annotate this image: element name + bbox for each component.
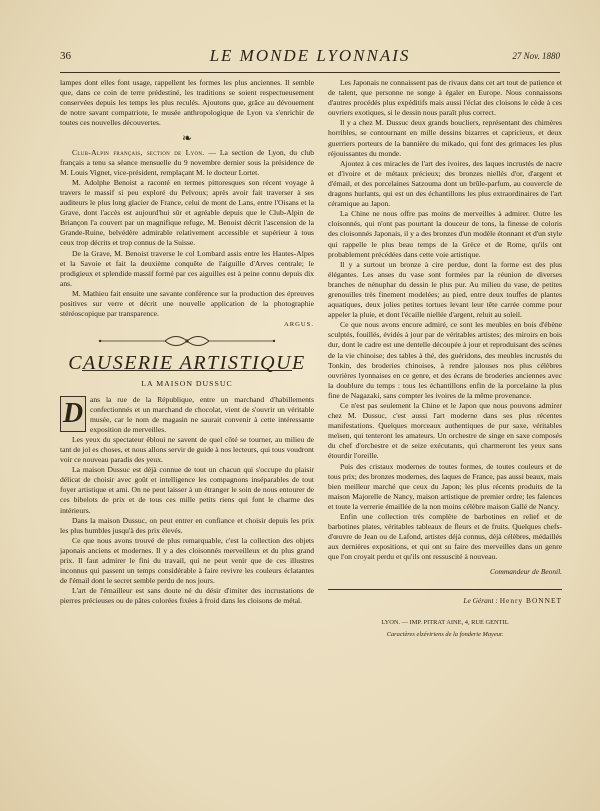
fleuron-ornament: ❧ bbox=[181, 131, 193, 146]
gerant-rule bbox=[328, 589, 562, 590]
right-paragraph-4: La Chine ne nous offre pas moins de merveilles à admirer. Outre les cloisonnés, qui n'ont pas pourtant la douceur de tons, la finesse de coloris des cloisonnés Japonais, il y a des bronzes d'un modèle étonnant et d'un style qui rappelle le plus beau temps de la Grèce et de Rome, qu'ils ont probablement précédées dans cette voie artistique. bbox=[328, 209, 562, 259]
club-paragraph-3: De la Grave, M. Benoist traverse le col Lombard assis entre les Hautes-Alpes et la Savoie et fait la deuxième conquête de l'aiguille d'Arves centrale; le prodigieux et splendide massif formé par ces aiguilles est à peine connu depuis dix ans. bbox=[60, 248, 314, 288]
printer-imprint bbox=[328, 618, 562, 640]
right-paragraph-1: Les Japonais ne connaissent pas de rivaux dans cet art tout de patience et de talent, que personne ne songe à égaler en Europe. Nous connaissons d'autres procédés plus expéditifs mais aussi l'éclat des cloisons le cède à ces ouvriers exotiques, si le dessin nous paraît plus correct. bbox=[328, 78, 562, 118]
club-paragraph-1-text: — La section de Lyon, du club français a tenu sa séance mensuelle du 9 novembre dernier sous la présidence de M. Louis Vignet, vice-président, remplaçant M. le docteur Lortet. bbox=[60, 147, 315, 177]
right-paragraph-7: Ce n'est pas seulement la Chine et le Japon que nous pouvons admirer chez M. Dussuc, c'est aussi l'art moderne dans ses plus récentes manifestations. Quelques morceaux authentiques de pur saxe, véritables meïsen, qui tenteront les amateurs. Un orchestre de singe en saxe composés du chef d'orchestre et de seize exécutants, qui charmeront les yeux sans étourdir l'oreille. bbox=[328, 401, 562, 461]
decorative-divider bbox=[60, 334, 314, 348]
right-paragraph-5: Il y a surtout un bronze à cire perdue, dont la forme est des plus élégantes. Les anses du vase sont formées par la réunion de diverses branches de nénuphar du dessin le plus pur. Au milieu du vase, de petites grenouilles très finement modelées; au pied, entre deux touffes de plantes aquatiques, deux jolies petites tortues levant leur tête carrée comme pour appeler la pluie, et dont l'écaille niellée d'argent, reluit au soleil. bbox=[328, 259, 562, 320]
left-column bbox=[60, 78, 314, 607]
right-paragraph-8: Puis des cristaux modernes de toutes formes, de toutes couleurs et de tous prix; des bronzes modernes, des laques de France, pas aussi beaux, mais bien meilleur marché que ceux du Japon; les plus récents produits de la maison Majorelle de Nancy, maison artistique de premier ordre; les faïences et toute la verrerie émaillée de la non moins célèbre maison Gallé de Nancy. bbox=[328, 461, 562, 511]
right-column bbox=[328, 78, 562, 640]
club-signature: ARGUS. bbox=[284, 321, 314, 329]
causerie-paragraph-4: Dans la maison Dussuc, on peut entrer en confiance et choisir depuis les prix les plus humbles jusqu'à des prix élevés. bbox=[60, 515, 314, 535]
causerie-title: CAUSERIE ARTISTIQUE bbox=[68, 352, 306, 375]
causerie-subtitle: LA MAISON DUSSUC bbox=[141, 379, 233, 389]
gerant-line bbox=[328, 596, 562, 606]
causerie-paragraph-2: Les yeux du spectateur ébloui ne savent de quel côté se tourner, au milieu de tant de jol es choses, et nous allons servir de guide à nos lecteurs, qui tous voudront voir ce nouveau paradis des yeux. bbox=[60, 434, 314, 465]
page-header bbox=[60, 46, 560, 68]
causerie-paragraph-5: Ce que nous avons trouvé de plus remarquable, c'est la collection des objets japonais anciens et modernes. Il y a des cloisonnés merveilleux et du plus grand prix. Il faut admirer le fini du travail, qui ne peut venir que de ces illustres inconnus qui passent un temps considérable à faire revivre les couleurs éclatantes de l'émail dont le secret semble perdu de nos jours. bbox=[60, 535, 314, 586]
club-paragraph-1 bbox=[60, 148, 314, 178]
club-heading: Club-Alpin français, section de Lyon. bbox=[72, 147, 205, 157]
dropcap-initial: D bbox=[60, 396, 86, 432]
gerant-label: Le Gérant : bbox=[463, 595, 498, 605]
masthead-title: LE MONDE LYONNAIS bbox=[209, 46, 411, 65]
right-paragraph-3: Ajoutez à ces miracles de l'art des ivoires, des laques incrustés de nacre et d'ivoire et de métaux précieux; des bronzes niellés d'or, d'argent et d'émail, et des porcelaines Satzouma dont un brûle-parfum, au couvercle de dragons hurlants, qui est un des échantillons les plus extraordinaires de l'art céramique au Japon. bbox=[328, 158, 562, 209]
page-number: 36 bbox=[60, 50, 71, 62]
club-paragraph-2: M. Adolphe Benoist a raconté en termes pittoresques son récent voyage à travers le massif si peu exploré du Pelvoux; après avoir fait traverser à ses auditeurs le plus long glacier de France, celui de mont de Lans, entre l'Oisans et la Grave, dont l'accès est aujourd'hui sûr et agréable depuis que le Club-Alpin de Briançon l'a couvert par un magnifique refuge, M. Benoist décrit l'ascension de la Grande-Ruine, belvédère admirable relativement accessible et supérieur à tous ceux trop décrits et trop connus de la Suisse. bbox=[60, 177, 314, 248]
club-paragraph-4: M. Mathieu fait ensuite une savante conférence sur la production des épreuves positives sur verre et décrit une nouvelle application de la photographie stéréoscopique par transparence. bbox=[60, 288, 314, 319]
intro-paragraph: lampes dont elles font usage, rappellent les formes les plus anciennes. Il semble que, dans ce coin de terre prédestiné, les traditions se soient respectueusement conservées depuis les temps les plus reculés. Ajoutons que, grâce au dévouement de notre savant compatriote, le musée anthropologique de Lyon va s'enrichir de toutes ces nouvelles découvertes. bbox=[60, 78, 314, 128]
right-paragraph-9: Enfin une collection très complète de barbotines en relief et de barbotines plates, véritables tableaux de fleurs et de fruits. Quelques chefs-d'œuvre de Jean ou de Lafond, artistes déjà connus, déjà célèbres, médaillés aux dernières expositions, et qui ont su faire des merveilles dans un genre que l'on croyait perdu et qu'ils ont ressuscité à nouveau. bbox=[328, 512, 562, 562]
header-rule bbox=[60, 72, 560, 73]
gerant-name: Henry BONNET bbox=[499, 595, 562, 605]
right-paragraph-2: Il y a chez M. Dussuc deux grands boucliers, représentant des chimères horribles, se contournant en mille dessins bizarres et capricieux, et deux guerriers porteurs de la bannière du mikado, qui font des grimaces les plus réjouissantes du monde. bbox=[328, 118, 562, 158]
causerie-paragraph-6: L'art de l'émailleur est sans doute né du désir d'imiter des incrustations de pierres précieuses ou de pâtes colorées fixées à froid dans les cloisons de métal. bbox=[60, 586, 314, 606]
causerie-paragraph-1 bbox=[60, 395, 314, 435]
right-paragraph-6: Ce que nous avons encore admiré, ce sont les meubles en bois d'ébène sculptés, fouillés, évidés à jour par de véritables artistes; des miroirs en bois dur, dont le cadre est une dentelle découpée à jour et reproduisant des scènes de la vie chinoise; des tables à thé, des guéridons, des meubles incrustés du Tonkin, des broderies chinoises, à rendre jalouses nos plus célèbres ouvrières lyonnaises en ce genre, et des écrans de broderies anciennes avec la doublure du temps : tous les échantillons enfin de la porcelaine la plus fine de Nagazaki, sans compter les ivoires de la même provenance. bbox=[328, 320, 562, 400]
imprint-line-2: Caractères elzéviriens de la fonderie Mayeur. bbox=[386, 630, 504, 638]
causerie-paragraph-3: La maison Dussuc est déjà connue de tout un chacun qui s'occupe du plaisir délicat de choisir avec goût et intelligence les compagnons inséparables de tout foyer artistique et ami. On ne peut laisser à un étranger le soin de nous entourer de ces bibelots de prix et de tous ces mille petits riens qui font le charme des intérieurs. bbox=[60, 465, 314, 515]
causerie-signature: Commandeur de Beonil. bbox=[489, 566, 562, 576]
causerie-paragraph-1-text: ans la rue de la République, entre un marchand d'habillements confectionnés et un marchand de chocolat, vient de s'ouvrir un véritable musée, car le nom de magasin ne saurait convenir à cette intéressante exposition de merveilles. bbox=[90, 394, 314, 434]
imprint-line-1: LYON. — IMP. PITRAT AINE, 4, RUE GENTIL bbox=[381, 618, 509, 626]
issue-date: 27 Nov. 1880 bbox=[512, 51, 560, 61]
